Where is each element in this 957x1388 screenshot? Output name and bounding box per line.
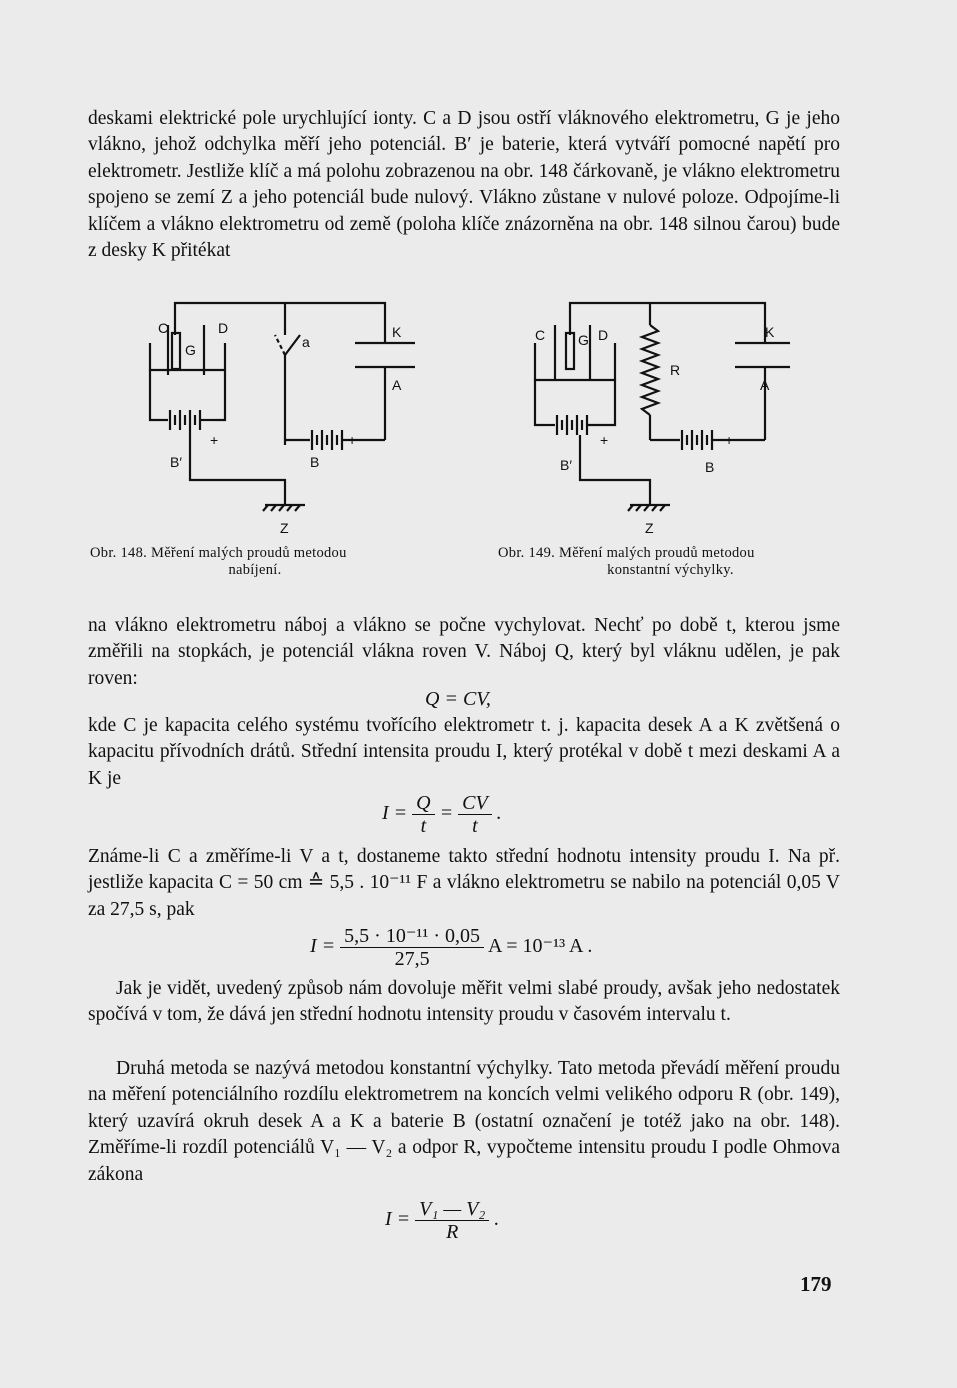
fig149-label-D: D [598, 327, 609, 343]
fig148-label-plus1: + [210, 432, 219, 448]
eq3-denominator: 27,5 [394, 948, 430, 970]
fig149-caption-line1: Obr. 149. Měření malých proudů metodou [498, 545, 755, 561]
fig148-label-D: D [218, 320, 229, 336]
fig149-label-B: B [705, 459, 715, 475]
eq4-end: . [494, 1208, 500, 1231]
eq4-numerator: V₁ — V₂ [415, 1198, 489, 1221]
eq4-lhs: I = [385, 1208, 411, 1231]
fig148-label-G: G [185, 342, 196, 358]
fig148-label-plus2: + [348, 432, 357, 448]
figure-149-circuit [520, 295, 790, 540]
eq3-rhs: A = 10⁻¹³ A . [487, 935, 593, 958]
eq4-fraction [415, 1198, 489, 1243]
fig148-ground-wire [190, 430, 285, 505]
fig148-left-wire [150, 370, 160, 420]
fig148-label-a: a [302, 334, 310, 350]
fig148-label-B: B [310, 454, 320, 470]
fig148-label-A: A [392, 377, 402, 393]
fig149-label-plus1: + [600, 432, 609, 448]
figure-149-caption [498, 545, 843, 579]
eq3-numerator: 5,5 · 10⁻¹¹ · 0,05 [340, 925, 484, 948]
fig148-label-C: C [158, 320, 169, 336]
paragraph-2: na vlákno elektrometru náboj a vlákno se počne vychylovat. Nechť po době t, kterou jsme změřili na stopkách, je potenciál vlákna roven V. Náboj Q, který byl vláknu udělen, je pak roven: [88, 615, 840, 689]
fig148-fiber-G [172, 333, 180, 369]
fig148-label-Z: Z [280, 520, 289, 536]
eq2-fraction-1 [412, 792, 434, 837]
fig148-label-Bprime: B′ [170, 454, 182, 470]
eq2-denominator-1: t [420, 815, 427, 837]
fig148-top-wire [175, 303, 385, 343]
fig149-label-K: K [765, 324, 775, 340]
eq2-fraction-2 [458, 792, 492, 837]
fig148-caption-line1: Obr. 148. Měření malých proudů metodou [90, 545, 347, 561]
equation-3 [310, 925, 592, 970]
eq3-lhs: I = [310, 935, 336, 958]
fig149-label-G: G [578, 332, 589, 348]
equation-4 [385, 1198, 499, 1243]
fig149-fiber-G [566, 333, 574, 369]
fig149-label-R: R [670, 362, 681, 378]
fig149-label-plus2: + [725, 432, 734, 448]
fig149-label-Bprime: B′ [560, 457, 572, 473]
equation-2 [382, 792, 502, 837]
fig149-resistor-R [642, 325, 658, 415]
page-number: 179 [800, 1272, 832, 1296]
paragraph-4: Známe-li C a změříme-li V a t, dostaneme takto střední hodnotu intensity proudu I. Na př. jestliže kapacita C = 50 cm ≙ 5,5 . 10⁻¹¹ F a vlákno elektrometru se nabilo na potenciál 0,05 V za 27,5 s, pak [88, 846, 840, 920]
paragraph-6: Druhá metoda se nazývá metodou konstantní výchylky. Tato metoda převádí měření proudu na měření potenciálního rozdílu elektrometrem na koncích velmi velikého odporu R (obr. 149), který uzavírá okruh desek A a K a baterie B (ostatní označení je totéž jako na obr. 148). Změříme-li rozdíl potenciálů V₁ — V₂ a odpor R, vypočteme intensitu proudu I podle Ohmova zákona [88, 1058, 840, 1185]
fig149-label-C: C [535, 327, 546, 343]
fig149-label-Z: Z [645, 520, 654, 536]
paragraph-3: kde C je kapacita celého systému tvořícího elektrometr t. j. kapacita desek A a K zvětšená o kapacitu přívodních drátů. Střední intensita proudu I, který protékal v době t mezi deskami A a K je [88, 715, 840, 789]
fig149-label-A: A [760, 377, 770, 393]
eq2-denominator-2: t [472, 815, 478, 837]
fig149-caption-line2: konstantní výchylky. [607, 562, 734, 578]
eq2-numerator-1: Q [412, 792, 434, 815]
fig148-label-K: K [392, 324, 402, 340]
fig148-battery-Bprime [160, 410, 215, 430]
eq4-denominator: R [446, 1221, 459, 1243]
figure-148-circuit [130, 295, 430, 540]
eq2-lhs: I = [382, 802, 408, 825]
equation-1: Q = CV, [425, 688, 491, 710]
paragraph-5: Jak je vidět, uvedený způsob nám dovoluje měřit velmi slabé proudy, avšak jeho nedostatek spočívá v tom, že dává jen střední hodnotu intensity proudu v časovém intervalu t. [88, 978, 840, 1026]
fig148-key-a [285, 335, 300, 355]
fig148-battery-B [285, 430, 385, 450]
eq2-equals: = [439, 802, 454, 825]
eq2-numerator-2: CV [458, 792, 492, 815]
figure-148-caption [90, 545, 420, 579]
eq3-fraction [340, 925, 484, 970]
fig149-battery-B [650, 430, 765, 450]
paragraph-1: deskami elektrické pole urychlující ionty. C a D jsou ostří vláknového elektrometru, G je jeho vlákno, jehož odchylka měří jeho potenciál. B′ je baterie, která vytváří pomocné napětí pro elektrometr. Jestliže klíč a má polohu zobrazenou na obr. 148 čárkovaně, je vlákno elektrometru spojeno se zemí Z a jeho potenciál bude nulový. Vlákno zůstane v nulové poloze. Odpojíme-li klíčem a vlákno elektrometru od země (poloha klíče znázorněna na obr. 148 silnou čarou) bude z desky K přitékat [88, 108, 840, 262]
fig149-battery-Bprime [545, 415, 605, 435]
eq2-end: . [496, 802, 502, 825]
fig148-caption-line2: nabíjení. [228, 562, 282, 578]
